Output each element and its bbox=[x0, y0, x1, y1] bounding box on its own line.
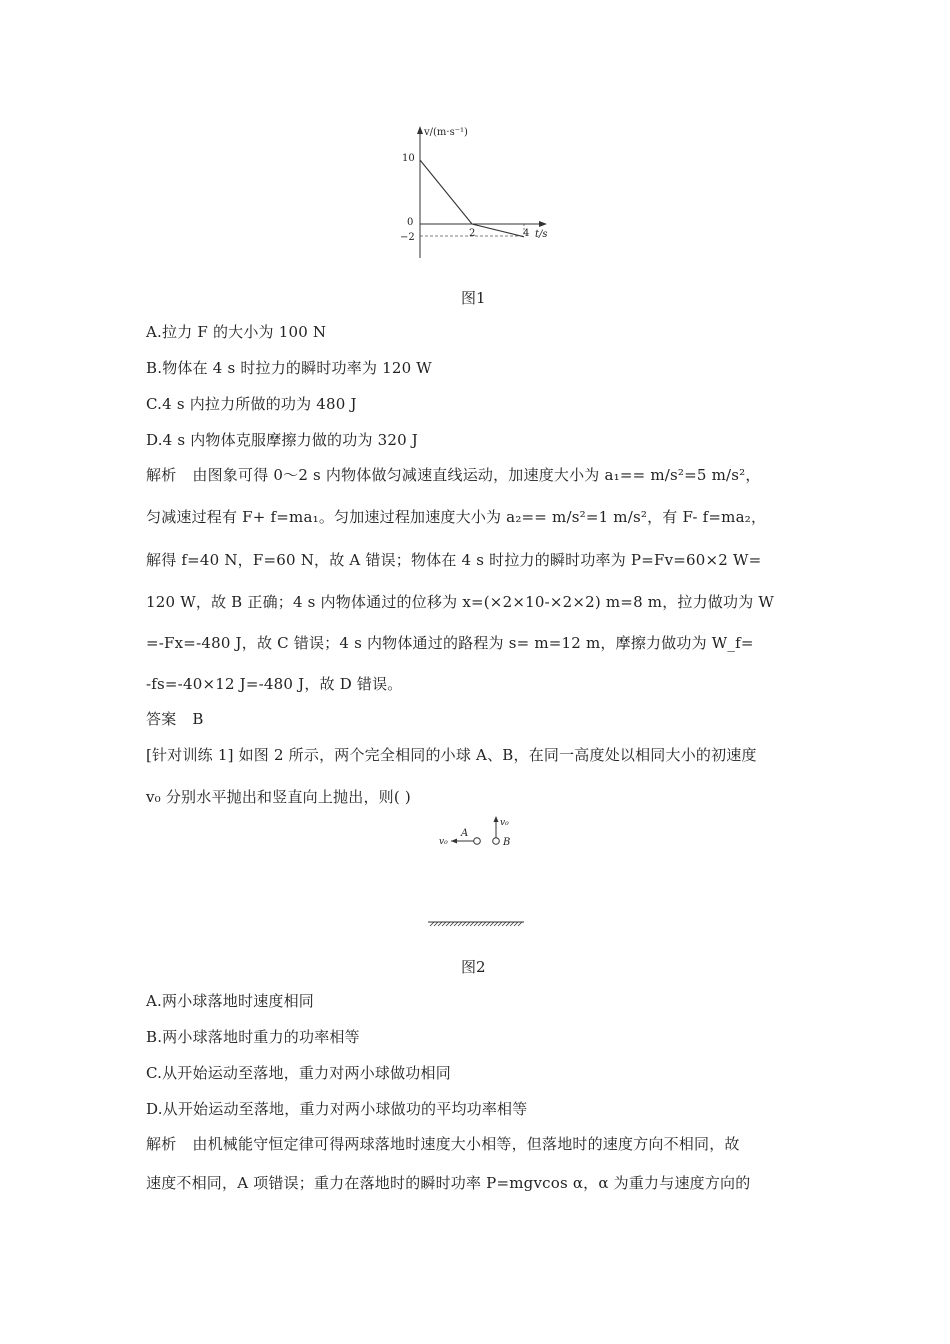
q1-option-d: D.4 s 内物体克服摩擦力做的功为 320 J bbox=[146, 431, 419, 449]
v0-up-label: v₀ bbox=[500, 818, 509, 828]
analysis1-line-2: 匀减速过程有 F+ f=ma₁。匀加速过程加速度大小为 a₂== m/s²=1 m/s²，有 F- f=ma₂， bbox=[146, 508, 767, 526]
q1-option-c: C.4 s 内拉力所做的功为 480 J bbox=[146, 395, 357, 413]
y-axis-arrow bbox=[417, 126, 423, 134]
tick-label-y-10: 10 bbox=[402, 153, 415, 164]
analysis1-line-1 bbox=[146, 464, 761, 485]
analysis2-text-1: 由机械能守恒定律可得两球落地时速度大小相等，但落地时的速度方向不相同，故 bbox=[192, 1135, 740, 1153]
x-axis-arrow bbox=[539, 221, 547, 227]
tick-label-y-0: 0 bbox=[407, 217, 414, 228]
ball-b bbox=[493, 838, 500, 845]
ball-a-label: A bbox=[461, 828, 469, 839]
analysis1-line-6: -fs=-40×12 J=-480 J，故 D 错误。 bbox=[146, 675, 403, 693]
figure1-vt-graph bbox=[390, 124, 560, 264]
arrow-up-head bbox=[494, 816, 499, 822]
ball-a bbox=[474, 838, 481, 845]
analysis1-text-1: 由图象可得 0～2 s 内物体做匀减速直线运动，加速度大小为 a₁== m/s²=5 m/s²， bbox=[192, 466, 761, 484]
training1-line-1: [针对训练 1] 如图 2 所示，两个完全相同的小球 A、B，在同一高度处以相同大小的初速度 bbox=[146, 746, 757, 764]
training1-line-2: v₀ 分别水平抛出和竖直向上抛出，则( ) bbox=[146, 788, 411, 806]
figure1-caption: 图1 bbox=[461, 289, 486, 307]
analysis2-label: 解析 bbox=[146, 1135, 177, 1153]
ground-hatch bbox=[430, 922, 522, 926]
q2-option-b: B.两小球落地时重力的功率相等 bbox=[146, 1028, 360, 1046]
q1-option-b: B.物体在 4 s 时拉力的瞬时功率为 120 W bbox=[146, 359, 432, 377]
analysis1-line-5: =-Fx=-480 J，故 C 错误；4 s 内物体通过的路程为 s= m=12 m，摩擦力做功为 W_f= bbox=[146, 634, 754, 652]
y-axis-label: v/(m·s⁻¹) bbox=[424, 127, 468, 138]
figure2-caption: 图2 bbox=[461, 958, 486, 976]
tick-label-y-neg2: −2 bbox=[400, 232, 415, 243]
arrow-left-head bbox=[451, 839, 457, 844]
analysis1-line-4: 120 W，故 B 正确；4 s 内物体通过的位移为 x=(×2×10-×2×2) m=8 m，拉力做功为 W bbox=[146, 593, 774, 611]
ball-b-label: B bbox=[503, 837, 511, 848]
analysis2-line-1 bbox=[146, 1133, 740, 1154]
v0-left-label: v₀ bbox=[439, 837, 448, 847]
series-line-v bbox=[420, 160, 524, 237]
x-axis-label: t/s bbox=[535, 229, 548, 240]
q2-option-a: A.两小球落地时速度相同 bbox=[146, 992, 315, 1010]
answer1 bbox=[146, 708, 204, 729]
analysis1-label: 解析 bbox=[146, 466, 177, 484]
answer1-label: 答案 bbox=[146, 710, 177, 728]
tick-label-x-2: 2 bbox=[469, 228, 476, 239]
q1-option-a: A.拉力 F 的大小为 100 N bbox=[146, 323, 327, 341]
analysis2-line-2: 速度不相同，A 项错误；重力在落地时的瞬时功率 P=mgvcos α，α 为重力与速度方向的 bbox=[146, 1174, 751, 1192]
answer1-value: B bbox=[192, 710, 204, 728]
q2-option-c: C.从开始运动至落地，重力对两小球做功相同 bbox=[146, 1064, 451, 1082]
figure2-balls-diagram bbox=[420, 812, 560, 937]
q2-option-d: D.从开始运动至落地，重力对两小球做功的平均功率相等 bbox=[146, 1100, 528, 1118]
analysis1-line-3: 解得 f=40 N，F=60 N，故 A 错误；物体在 4 s 时拉力的瞬时功率为 P=Fv=60×2 W= bbox=[146, 551, 762, 569]
tick-label-x-4: 4 bbox=[523, 228, 530, 239]
